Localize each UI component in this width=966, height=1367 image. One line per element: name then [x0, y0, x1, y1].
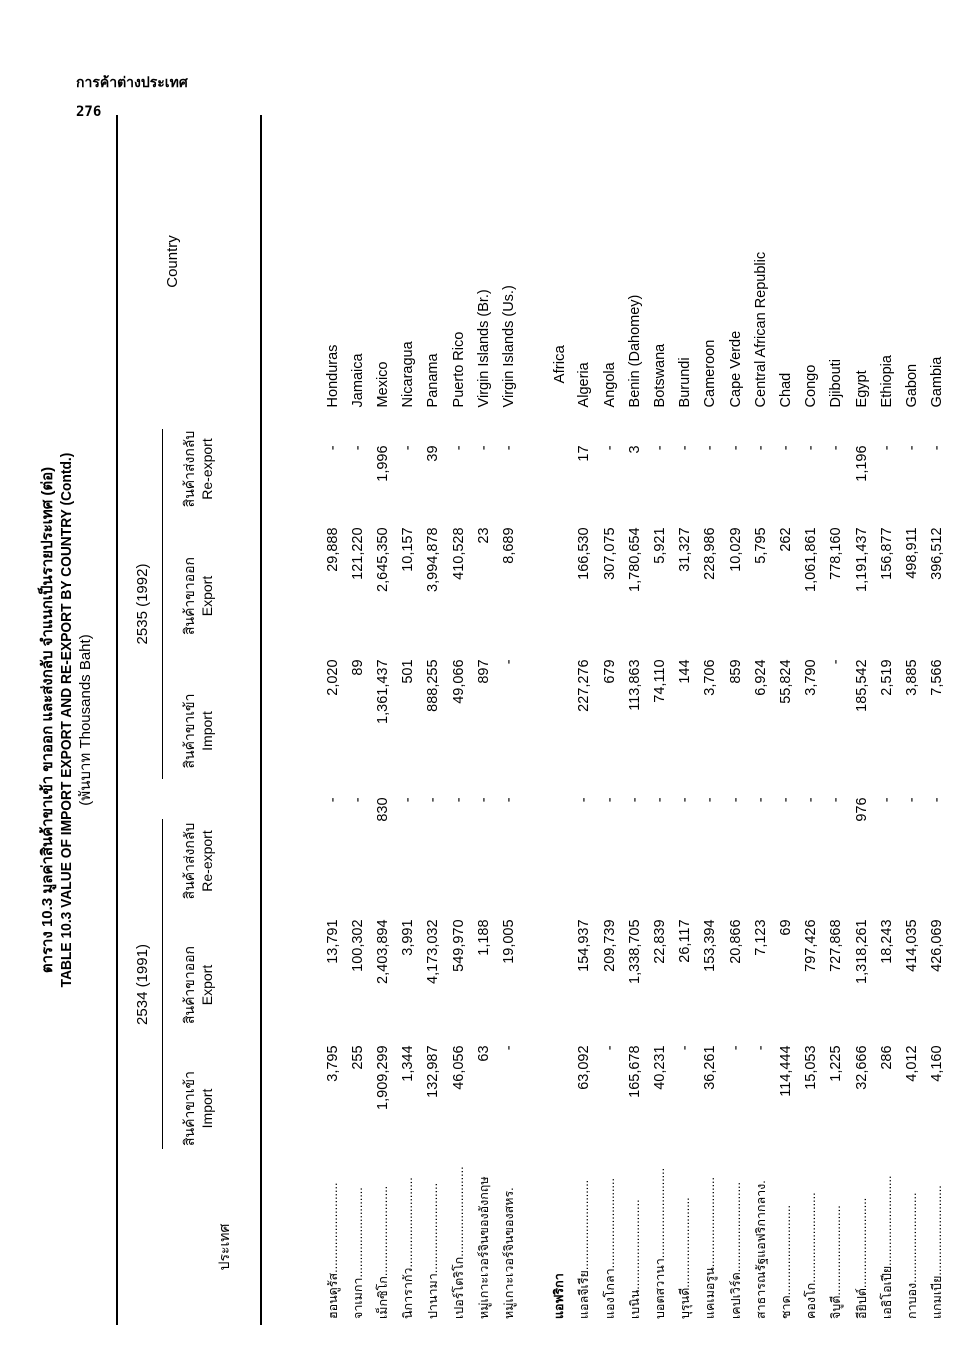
export-1992-cell: 8,689	[500, 527, 517, 564]
export-1992-cell: 10,157	[400, 527, 417, 572]
import-1991-cell: 1,225	[828, 1045, 845, 1082]
table-row	[849, 252, 874, 1325]
import-1991-cell: 40,231	[652, 1045, 669, 1090]
export-1991-cell: 1,318,261	[853, 919, 870, 984]
country-name-th: ปานามา..........................	[426, 1182, 441, 1319]
import-1992-cell: 679	[601, 659, 618, 684]
export-1992-cell: 778,160	[828, 527, 845, 580]
import-1992-cell: 185,542	[853, 659, 870, 712]
header-rule	[260, 115, 262, 1325]
reexport-1991-cell: -	[626, 797, 643, 803]
export-th-label: สินค้าขาออก	[181, 556, 197, 636]
reexport-1991-cell: -	[929, 797, 946, 803]
import-1991-cell: 63,092	[576, 1045, 593, 1090]
reexport-1992-cell: -	[677, 445, 694, 451]
export-1991-cell: 100,302	[349, 919, 366, 972]
reexport-1991-cell: -	[475, 797, 492, 803]
table-row	[421, 252, 446, 1325]
export-1991-cell: 4,173,032	[425, 919, 442, 984]
country-name-en: Benin (Dahomey)	[626, 294, 643, 408]
reexport-1992-cell: -	[652, 445, 669, 451]
reexport-1992-cell: -	[727, 445, 744, 451]
export-1992-cell: 1,191,437	[853, 527, 870, 592]
export-1992-cell: 498,911	[903, 527, 920, 579]
empty-cell	[547, 445, 572, 527]
reexport-1992-cell: -	[929, 445, 946, 451]
country-name-th: จิบูตี..........................	[829, 1205, 844, 1319]
export-1991-cell: 3,991	[400, 919, 417, 956]
reexport-1992-cell: 1,196	[853, 445, 870, 482]
import-1992-cell: 2,020	[324, 659, 341, 696]
country-name-en: Cape Verde	[727, 330, 744, 408]
import-1991-cell: 286	[878, 1045, 895, 1070]
country-name-th: นิการากัว..........................	[401, 1177, 416, 1319]
table-titles	[38, 115, 95, 1325]
import-1992-cell: 897	[475, 659, 492, 684]
page-number: 276	[76, 104, 102, 120]
country-name-th: ฮอนดูรัส..........................	[325, 1182, 340, 1319]
col-head-import-1991	[180, 1048, 216, 1169]
country-name-en: Panama	[425, 353, 442, 408]
export-1992-cell: 5,921	[652, 527, 669, 564]
import-1992-cell: 113,863	[626, 659, 643, 711]
table-row	[345, 252, 370, 1325]
export-en-label: Export	[199, 964, 215, 1006]
country-name-en: Chad	[777, 372, 794, 408]
import-1991-cell: 63	[475, 1045, 492, 1062]
reexport-1992-cell: -	[828, 445, 845, 451]
reexport-1992-cell: -	[702, 445, 719, 451]
import-1991-cell: -	[601, 1045, 618, 1051]
reexport-1991-cell: -	[677, 797, 694, 803]
export-1991-cell: 414,035	[903, 919, 920, 972]
country-name-th: ชาด..........................	[778, 1205, 793, 1319]
country-name-th: เปอร์โตริโก..........................	[451, 1166, 466, 1319]
country-name-en: Virgin Islands (Br.)	[475, 289, 492, 408]
reexport-th-label: สินค้าส่งกลับ	[181, 822, 197, 900]
section-row-africa	[547, 252, 572, 1325]
export-1992-cell: 29,888	[324, 527, 341, 572]
country-name-th: สาธารณรัฐแอฟริกากลาง.	[753, 1180, 768, 1319]
reexport-1991-cell: -	[425, 797, 442, 803]
reexport-1991-cell: -	[576, 797, 593, 803]
reexport-1992-cell: -	[500, 445, 517, 451]
col-head-reexport-1992	[180, 408, 216, 530]
country-name-th: เบนิน..........................	[627, 1199, 642, 1319]
import-1991-cell: -	[752, 1045, 769, 1051]
reexport-1992-cell: 39	[425, 445, 442, 462]
export-1992-cell: 166,530	[576, 527, 593, 580]
table-row	[723, 252, 748, 1325]
country-name-en: Gabon	[903, 363, 920, 408]
import-1991-cell: 36,261	[702, 1045, 719, 1090]
table-row	[874, 252, 899, 1325]
import-1992-cell: 3,885	[903, 659, 920, 696]
import-1992-cell: 49,066	[450, 659, 467, 704]
import-en-label: Import	[199, 711, 215, 751]
country-name-th: คองโก..........................	[804, 1192, 819, 1319]
table-row	[799, 252, 824, 1325]
country-name-en: Honduras	[324, 344, 341, 408]
empty-cell	[547, 1045, 572, 1166]
import-1992-cell: 227,276	[576, 659, 593, 712]
country-name-en: Nicaragua	[400, 341, 417, 408]
col-head-export-1991	[180, 922, 216, 1048]
data-table-body	[320, 252, 950, 1325]
reexport-1992-cell: -	[400, 445, 417, 451]
country-name-th: เอธิโอเปีย..........................	[879, 1175, 894, 1319]
reexport-1992-cell: -	[601, 445, 618, 451]
reexport-1992-cell: -	[324, 445, 341, 451]
import-1991-cell: 1,344	[400, 1045, 417, 1082]
reexport-1991-cell: -	[803, 797, 820, 803]
section-label-th: แอฟริกา	[552, 1273, 567, 1319]
export-1992-cell: 396,512	[929, 527, 946, 580]
table-row	[899, 252, 924, 1325]
reexport-1991-cell: -	[601, 797, 618, 803]
table-row	[622, 252, 647, 1325]
country-name-en: Djibouti	[828, 359, 845, 408]
col-head-reexport-1991	[180, 800, 216, 922]
export-1992-cell: 5,795	[752, 527, 769, 564]
country-name-en: Ethiopia	[878, 355, 895, 408]
import-1992-cell: 859	[727, 659, 744, 684]
table-row	[673, 252, 698, 1325]
col-head-country-th: ประเทศ	[217, 1223, 233, 1271]
country-name-th: แอลจีเรีย..........................	[577, 1179, 592, 1319]
import-1992-cell: -	[828, 659, 845, 665]
import-1992-cell: 501	[400, 659, 417, 684]
title-english: TABLE 10.3 VALUE OF IMPORT EXPORT AND RE-EXPORT BY COUNTRY (Contd.)	[58, 452, 75, 988]
import-th-label: สินค้าขาเข้า	[181, 1071, 197, 1146]
country-name-th: หมู่เกาะเวอร์จินของอังกฤษ	[476, 1176, 491, 1319]
table-row	[446, 252, 471, 1325]
reexport-1991-cell: 830	[374, 797, 391, 822]
table-row	[496, 252, 521, 1325]
page-section-label: การค้าต่างประเทศ	[76, 75, 188, 91]
country-name-th: กาบอง..........................	[904, 1192, 919, 1319]
table-row	[396, 252, 421, 1325]
country-name-th: บอตสวานา..........................	[653, 1167, 668, 1319]
export-1991-cell: 153,394	[702, 919, 719, 972]
export-1991-cell: 22,839	[652, 919, 669, 964]
import-1991-cell: 32,666	[853, 1045, 870, 1090]
rotated-table	[38, 115, 946, 1325]
export-1991-cell: 426,069	[929, 919, 946, 972]
export-th-label: สินค้าขาออก	[181, 945, 197, 1025]
country-name-th: แคเมอรูน..........................	[703, 1177, 718, 1319]
export-1992-cell: 1,061,861	[803, 527, 820, 592]
section-label-en: Africa	[550, 345, 568, 384]
export-1991-cell: 209,739	[601, 919, 618, 972]
year-1991: 2534 (1991)	[134, 944, 151, 1025]
table-row	[698, 252, 723, 1325]
reexport-1991-cell: -	[400, 797, 417, 803]
country-name-en: Virgin Islands (Us.)	[500, 285, 517, 408]
import-1991-cell: 255	[349, 1045, 366, 1070]
empty-cell	[547, 797, 572, 919]
table-row	[471, 252, 496, 1325]
export-1991-cell: 20,866	[727, 919, 744, 964]
export-1992-cell: 410,528	[450, 527, 467, 580]
export-1992-cell: 262	[777, 527, 794, 552]
col-head-export-1992	[180, 530, 216, 662]
export-1991-cell: 797,426	[803, 919, 820, 972]
import-1991-cell: 4,012	[903, 1045, 920, 1082]
export-1992-cell: 31,327	[677, 527, 694, 572]
country-name-en: Jamaica	[349, 353, 366, 408]
title-thai: ตาราง 10.3 มูลค่าสินค้าขาเข้า ขาออก และส่งกลับ จำแนกเป็นรายประเทศ (ต่อ)	[39, 466, 56, 974]
import-1991-cell: -	[500, 1045, 517, 1051]
reexport-1992-cell: 3	[626, 445, 643, 454]
import-1992-cell: 2,519	[878, 659, 895, 696]
reexport-1991-cell: -	[652, 797, 669, 803]
empty-cell	[547, 659, 572, 797]
export-1992-cell: 3,994,878	[425, 527, 442, 592]
country-name-en: Egypt	[853, 370, 870, 408]
reexport-1992-cell: -	[475, 445, 492, 451]
reexport-1991-cell: -	[500, 797, 517, 803]
export-1992-cell: 307,075	[601, 527, 618, 580]
import-1992-cell: 55,824	[777, 659, 794, 704]
reexport-en-label: Re-export	[199, 830, 215, 892]
import-1991-cell: -	[727, 1045, 744, 1051]
export-1991-cell: 1,188	[475, 919, 492, 956]
import-1992-cell: 888,255	[425, 659, 442, 712]
year-1992-rule	[162, 429, 163, 779]
import-1991-cell: 114,444	[777, 1045, 794, 1097]
export-1992-cell: 121,220	[349, 527, 366, 580]
table-row	[748, 252, 773, 1325]
reexport-1992-cell: -	[450, 445, 467, 451]
import-1991-cell: 15,053	[803, 1045, 820, 1090]
reexport-1991-cell: -	[828, 797, 845, 803]
year-1991-rule	[162, 819, 163, 1149]
export-1992-cell: 23	[475, 527, 492, 544]
export-1991-cell: 69	[777, 919, 794, 936]
data-table	[320, 252, 950, 1325]
export-1991-cell: 1,338,705	[626, 919, 643, 984]
country-name-en: Algeria	[576, 362, 593, 408]
reexport-1991-cell: -	[349, 797, 366, 803]
reexport-1991-cell: -	[777, 797, 794, 803]
import-1992-cell: 1,361,437	[374, 659, 391, 724]
country-name-th: เคปเวิร์ด..........................	[728, 1182, 743, 1319]
reexport-1991-cell: -	[878, 797, 895, 803]
table-row	[572, 252, 597, 1325]
export-1992-cell: 228,986	[702, 527, 719, 580]
col-head-import-1992	[180, 662, 216, 800]
reexport-1992-cell: -	[878, 445, 895, 451]
reexport-1992-cell: -	[903, 445, 920, 451]
import-1992-cell: -	[500, 659, 517, 665]
title-unit: (พันบาท Thousands Baht)	[77, 634, 94, 806]
country-name-th: แกมเบีย..........................	[930, 1185, 945, 1319]
export-1991-cell: 154,937	[576, 919, 593, 972]
table-row	[320, 252, 345, 1325]
export-1991-cell: 549,970	[450, 919, 467, 972]
country-name-en: Central African Republic	[752, 251, 769, 408]
import-1992-cell: 6,924	[752, 659, 769, 696]
export-1992-cell: 1,780,654	[626, 527, 643, 592]
table-row	[597, 252, 622, 1325]
reexport-1992-cell: -	[349, 445, 366, 451]
reexport-th-label: สินค้าส่งกลับ	[181, 430, 197, 508]
country-name-th: บุรุนดี..........................	[678, 1197, 693, 1319]
country-name-en: Gambia	[929, 356, 946, 408]
import-1992-cell: 3,790	[803, 659, 820, 696]
export-1991-cell: 2,403,894	[374, 919, 391, 984]
import-1991-cell: 132,987	[425, 1045, 442, 1098]
reexport-1991-cell: -	[450, 797, 467, 803]
reexport-1991-cell: -	[702, 797, 719, 803]
empty-cell	[547, 527, 572, 659]
export-1991-cell: 7,123	[752, 919, 769, 956]
blank-cell	[522, 252, 547, 1325]
import-1992-cell: 144	[677, 659, 694, 684]
country-name-en: Botswana	[652, 343, 669, 408]
country-name-en: Cameroon	[702, 339, 719, 408]
reexport-1992-cell: -	[777, 445, 794, 451]
country-name-en: Congo	[803, 364, 820, 408]
country-name-th: จาเมกา..........................	[350, 1187, 365, 1319]
import-1992-cell: 7,566	[929, 659, 946, 696]
import-1991-cell: 4,160	[929, 1045, 946, 1082]
country-name-en: Angola	[601, 362, 618, 408]
reexport-1991-cell: -	[752, 797, 769, 803]
export-1992-cell: 10,029	[727, 527, 744, 572]
reexport-1991-cell: -	[727, 797, 744, 803]
import-1991-cell: 165,678	[626, 1045, 643, 1098]
blank-row	[522, 252, 547, 1325]
import-1991-cell: 3,795	[324, 1045, 341, 1082]
import-1992-cell: 3,706	[702, 659, 719, 696]
table-row	[925, 252, 950, 1325]
table-row	[647, 252, 672, 1325]
reexport-1992-cell: 17	[576, 445, 593, 462]
export-1992-cell: 2,645,350	[374, 527, 391, 592]
reexport-1991-cell: -	[903, 797, 920, 803]
top-rule	[116, 115, 118, 1325]
export-1992-cell: 156,877	[878, 527, 895, 580]
export-1991-cell: 13,791	[324, 919, 341, 964]
country-name-en: Puerto Rico	[450, 331, 467, 408]
export-1991-cell: 18,243	[878, 919, 895, 964]
reexport-1991-cell: 976	[853, 797, 870, 822]
country-name-en: Burundi	[677, 357, 694, 408]
reexport-1992-cell: -	[803, 445, 820, 451]
country-name-th: เม็กซิโก..........................	[375, 1185, 390, 1319]
export-1991-cell: 26,117	[677, 919, 694, 963]
import-1991-cell: -	[677, 1045, 694, 1051]
empty-cell	[547, 919, 572, 1045]
table-row	[773, 252, 798, 1325]
table-row	[824, 252, 849, 1325]
country-name-th: อียิปต์..........................	[854, 1197, 869, 1319]
reexport-1992-cell: 1,996	[374, 445, 391, 482]
country-name-th: แองโกลา..........................	[602, 1178, 617, 1319]
import-1991-cell: 46,056	[450, 1045, 467, 1090]
export-1991-cell: 727,868	[828, 919, 845, 972]
table-row	[370, 252, 395, 1325]
import-en-label: Import	[199, 1088, 215, 1129]
reexport-1991-cell: -	[324, 797, 341, 803]
country-name-th: หมู่เกาะเวอร์จินของสหร.	[501, 1187, 516, 1319]
col-head-country-en: Country	[164, 235, 181, 288]
import-th-label: สินค้าขาเข้า	[181, 693, 197, 769]
import-1992-cell: 74,110	[652, 659, 669, 703]
import-1991-cell: 1,909,299	[374, 1045, 391, 1110]
reexport-en-label: Re-export	[199, 438, 215, 500]
country-name-en: Mexico	[374, 361, 391, 408]
reexport-1992-cell: -	[752, 445, 769, 451]
export-1991-cell: 19,005	[500, 919, 517, 964]
import-1992-cell: 89	[349, 659, 366, 676]
export-en-label: Export	[199, 575, 215, 617]
year-1992: 2535 (1992)	[134, 563, 151, 645]
